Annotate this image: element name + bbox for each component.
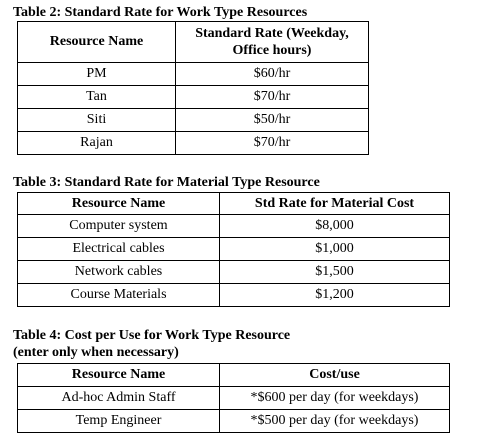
table2-title: Table 2: Standard Rate for Work Type Resources <box>13 5 308 20</box>
cost-cell: *$500 per day (for weekdays) <box>220 410 450 433</box>
table-row <box>18 387 450 410</box>
table2-header-standard-rate-line2: Office hours) <box>232 43 312 58</box>
cost-cell: *$600 per day (for weekdays) <box>220 387 450 410</box>
rate-cell: $60/hr <box>176 63 369 86</box>
table3-header-row <box>18 193 450 215</box>
rate-cell: $1,200 <box>220 284 450 307</box>
table4-title-line1: Table 4: Cost per Use for Work Type Resource <box>13 328 291 343</box>
table4-header-row <box>18 364 450 387</box>
table4-title-line2: (enter only when necessary) <box>13 345 179 360</box>
table-row <box>18 215 450 238</box>
table-row <box>18 261 450 284</box>
resource-name-cell: Ad-hoc Admin Staff <box>18 387 220 410</box>
rate-cell: $8,000 <box>220 215 450 238</box>
table4-header-resource-name: Resource Name <box>18 364 220 387</box>
table-row <box>18 109 369 132</box>
table4-header-cost-use: Cost/use <box>220 364 450 387</box>
table3 <box>17 192 450 307</box>
resource-name-cell: Course Materials <box>18 284 220 307</box>
table-row <box>18 132 369 155</box>
table2-header-resource-name: Resource Name <box>18 22 176 63</box>
table4-title <box>13 327 290 361</box>
table-row <box>18 63 369 86</box>
table-row <box>18 410 450 433</box>
resource-name-cell: Computer system <box>18 215 220 238</box>
resource-name-cell: Siti <box>18 109 176 132</box>
resource-name-cell: Tan <box>18 86 176 109</box>
table3-header-resource-name: Resource Name <box>18 193 220 215</box>
rate-cell: $70/hr <box>176 132 369 155</box>
resource-name-cell: Electrical cables <box>18 238 220 261</box>
table4 <box>17 363 450 433</box>
rate-cell: $1,500 <box>220 261 450 284</box>
table-row <box>18 86 369 109</box>
table3-header-std-rate: Std Rate for Material Cost <box>220 193 450 215</box>
table2-header-row <box>18 22 369 63</box>
table3-title: Table 3: Standard Rate for Material Type Resource <box>13 175 320 190</box>
rate-cell: $1,000 <box>220 238 450 261</box>
resource-name-cell: PM <box>18 63 176 86</box>
table2 <box>17 21 369 155</box>
table-row <box>18 284 450 307</box>
table2-header-standard-rate-line1: Standard Rate (Weekday, <box>195 26 349 41</box>
resource-name-cell: Network cables <box>18 261 220 284</box>
table-row <box>18 238 450 261</box>
rate-cell: $70/hr <box>176 86 369 109</box>
rate-cell: $50/hr <box>176 109 369 132</box>
table2-header-standard-rate <box>176 22 369 63</box>
resource-name-cell: Rajan <box>18 132 176 155</box>
resource-name-cell: Temp Engineer <box>18 410 220 433</box>
